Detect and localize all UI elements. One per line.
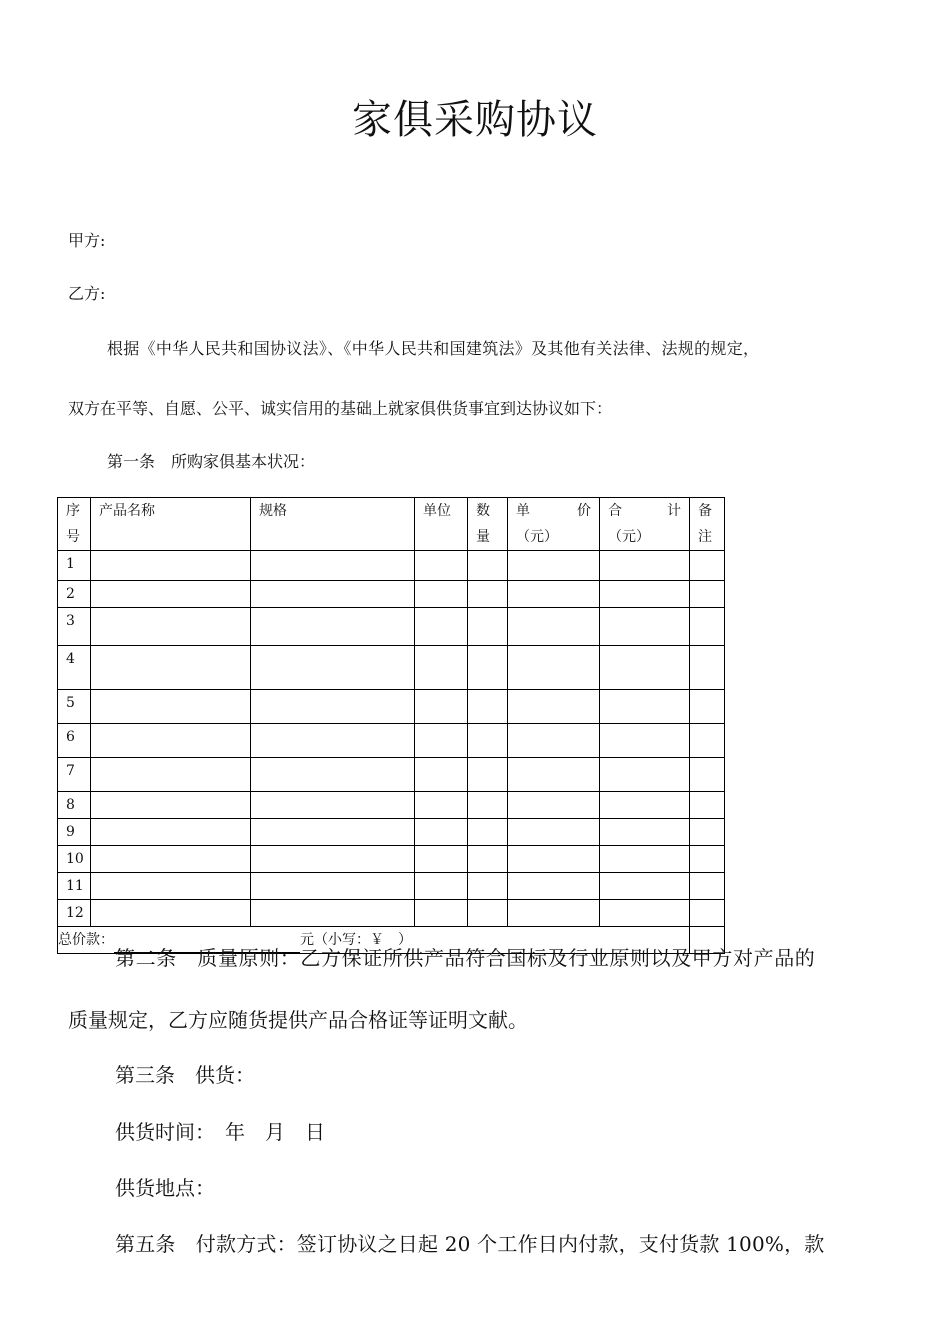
page-title: 家俱采购协议 <box>352 97 598 143</box>
table-row <box>58 873 725 900</box>
row-number: 12 <box>58 900 91 927</box>
article-2-line2: 质量规定，乙方应随货提供产品合格证等证明文献。 <box>68 1008 528 1032</box>
furniture-items-table <box>57 497 725 954</box>
table-row <box>58 724 725 758</box>
header-remarks: 备 注 <box>690 498 725 551</box>
row-number: 3 <box>58 608 91 646</box>
row-number: 1 <box>58 551 91 581</box>
header-unit-price: 单 价 （元） <box>508 498 600 551</box>
header-spec: 规格 <box>251 498 415 551</box>
row-number: 8 <box>58 792 91 819</box>
header-unit: 单位 <box>415 498 468 551</box>
article-5-line1: 第五条 付款方式：签订协议之日起 20 个工作日内付款，支付货款 100%，款 <box>115 1232 825 1256</box>
party-b-label: 乙方: <box>68 284 106 303</box>
table-row <box>58 690 725 724</box>
table-row <box>58 646 725 690</box>
table-row <box>58 846 725 873</box>
header-seq: 序 号 <box>58 498 91 551</box>
table-row <box>58 551 725 581</box>
table-row <box>58 758 725 792</box>
row-number: 6 <box>58 724 91 758</box>
article-2-line1: 第二条 质量原则：乙方保证所供产品符合国标及行业原则以及甲方对产品的 <box>115 946 816 970</box>
intro-paragraph-line1: 根据《中华人民共和国协议法》、《中华人民共和国建筑法》及其他有关法律、法规的规定， <box>107 339 760 358</box>
supply-place-line: 供货地点： <box>115 1176 215 1200</box>
row-number: 5 <box>58 690 91 724</box>
article-3-heading: 第三条 供货： <box>115 1063 255 1087</box>
total-price-lowercase: 元（小写：￥ ） <box>300 932 412 948</box>
table-row <box>58 608 725 646</box>
row-number: 4 <box>58 646 91 690</box>
header-product-name: 产品名称 <box>91 498 251 551</box>
intro-paragraph-line2: 双方在平等、自愿、公平、诚实信用的基础上就家俱供货事宜到达协议如下： <box>68 399 613 418</box>
row-number: 10 <box>58 846 91 873</box>
row-number: 11 <box>58 873 91 900</box>
row-number: 2 <box>58 581 91 608</box>
row-number: 9 <box>58 819 91 846</box>
supply-time-line: 供货时间： 年 月 日 <box>115 1120 325 1144</box>
table-row <box>58 900 725 927</box>
header-qty: 数 量 <box>468 498 508 551</box>
row-number: 7 <box>58 758 91 792</box>
table-row <box>58 581 725 608</box>
total-price-label: 总价款： <box>58 932 114 948</box>
header-subtotal: 合 计 （元） <box>600 498 690 551</box>
table-row <box>58 792 725 819</box>
table-header-row <box>58 498 725 551</box>
party-a-label: 甲方: <box>68 231 106 250</box>
article-1-heading: 第一条 所购家俱基本状况： <box>107 452 316 471</box>
table-row <box>58 819 725 846</box>
